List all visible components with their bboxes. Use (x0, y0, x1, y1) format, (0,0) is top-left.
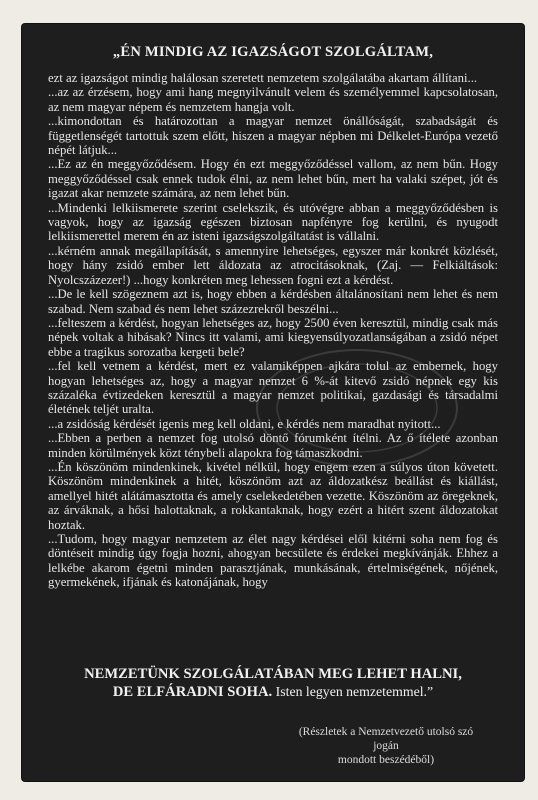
quote-paragraph: ...kimondottan és határozottan a magyar nemzet önállóságát, szabadságát és függetlenségét tartottuk szem előtt, hiszen a magyar népben mi Délkelet-Európa vezető népét látjuk... (48, 114, 498, 158)
quote-paragraph: ...De le kell szögeznem azt is, hogy ebben a kérdésben általánosítani nem lehet és nem szabad. Nem szabad és nem lehet százezrekről beszélni... (48, 287, 498, 316)
quote-paragraph: ...Mindenki lelkiismerete szerint cselekszik, és utóvégre abban a meggyőződésben is vagyok, hogy az igazság egészen biztosan napfényre fog kerülni, és nyugodt lelkiismerettel merem én az isteni igazságszolgáltatást is vállalni. (48, 200, 498, 244)
quote-paragraph: ...felteszem a kérdést, hogyan lehetséges az, hogy 2500 éven keresztül, mindig csak más népek voltak a hibásak? Nincs itt valami, ami kiegyensúlyozatlanságában a zsidó népet ebbe a tragikus sorozatba kergeti bele? (48, 315, 498, 359)
closing-line-2-normal: Isten legyen nemzetemmel.” (272, 684, 434, 699)
closing-line-1: NEMZETÜNK SZOLGÁLATÁBAN MEG LEHET HALNI, (84, 666, 462, 682)
cover-title: „ÉN MINDIG AZ IGAZSÁGOT SZOLGÁLTAM, (112, 44, 434, 60)
quote-paragraph: ...Én köszönöm mindenkinek, kivétel nélkül, hogy engem ezen a súlyos úton követett. Köszönöm mindenkinek a hitét, köszönöm azt az áldozatkész beállást és kiállást, amellyel hitét alátámasztotta és amely cselekedetében vezette. Köszönöm az öregeknek, az árváknak, a hősi halottaknak, a rokkantaknak, hogy ezért a hitért szent áldozatokat hoztak. (48, 459, 498, 532)
source-note (286, 725, 486, 767)
source-line-2: mondott beszédéből) (337, 754, 435, 766)
closing-line-2-bold: DE ELFÁRADNI SOHA. (112, 684, 273, 700)
quote-paragraph: ...a zsidóság kérdését igenis meg kell oldani, e kérdés nem maradhat nyitott... (48, 416, 441, 431)
closing-statement (42, 665, 504, 701)
closing-line-2 (42, 683, 504, 701)
source-line-1: (Részletek a Nemzetvezető utolsó szó jogán (298, 726, 474, 752)
quote-paragraph: ...az az érzésem, hogy ami hang megnyilvánult velem és személyemmel kapcsolatosan, az nem magyar népem és nemzetem hangja volt. (48, 85, 498, 114)
book-back-cover (22, 24, 524, 781)
quote-paragraph: ...Ebben a perben a nemzet fog utolsó döntő fórumként ítélni. Az ő ítélete azonban minden körülmények közt ténybeli alapokra fog támaszkodni. (48, 431, 498, 460)
quote-paragraph: ...Ez az én meggyőződésem. Hogy én ezt meggyőződéssel vallom, az nem bűn. Hogy meggyőződéssel csak ennek tudok élni, az nem lehet bűn, mert ha valaki szépet, jót és igazat akar nemzete számára, az nem lehet bűn. (48, 157, 498, 201)
quote-body (48, 71, 498, 590)
quote-paragraph: ...Tudom, hogy magyar nemzetem az élet nagy kérdései elől kitérni soha nem fog és döntéseit mindig úgy fogja hozni, ahogyan becsülete és érdekei megkívánják. Ehhez a lelkébe akarom égetni minden parasztjának, munkásának, értelmiségének, nőjének, gyermekének, ifjának és katonájának, hogy (48, 532, 498, 590)
quote-paragraph: ezt az igazságot mindig halálosan szeretett nemzetem szolgálatába akartam állítani... (48, 71, 478, 85)
quote-paragraph: ...kérném annak megállapítását, s amennyire lehetséges, egyszer már konkrét közlését, hogy hány zsidó ember lett áldozata az atrocitásoknak, (Zaj. — Felkiáltások: Nyolcszázezer!) ...hogy konkréten meg lehessen fogni ezt a kérdést. (48, 243, 498, 287)
quote-paragraph: ...fel kell vetnem a kérdést, mert ez valamiképpen ajkára tolul az embernek, hogy hogyan lehetséges az, hogy a magyar nemzet 6 %-át kitevő zsidó népnek egy kis százaléka évtizedeken keresztül a magyar nemzet politikai, gazdasági és társadalmi életének teljét uralta. (48, 359, 498, 417)
